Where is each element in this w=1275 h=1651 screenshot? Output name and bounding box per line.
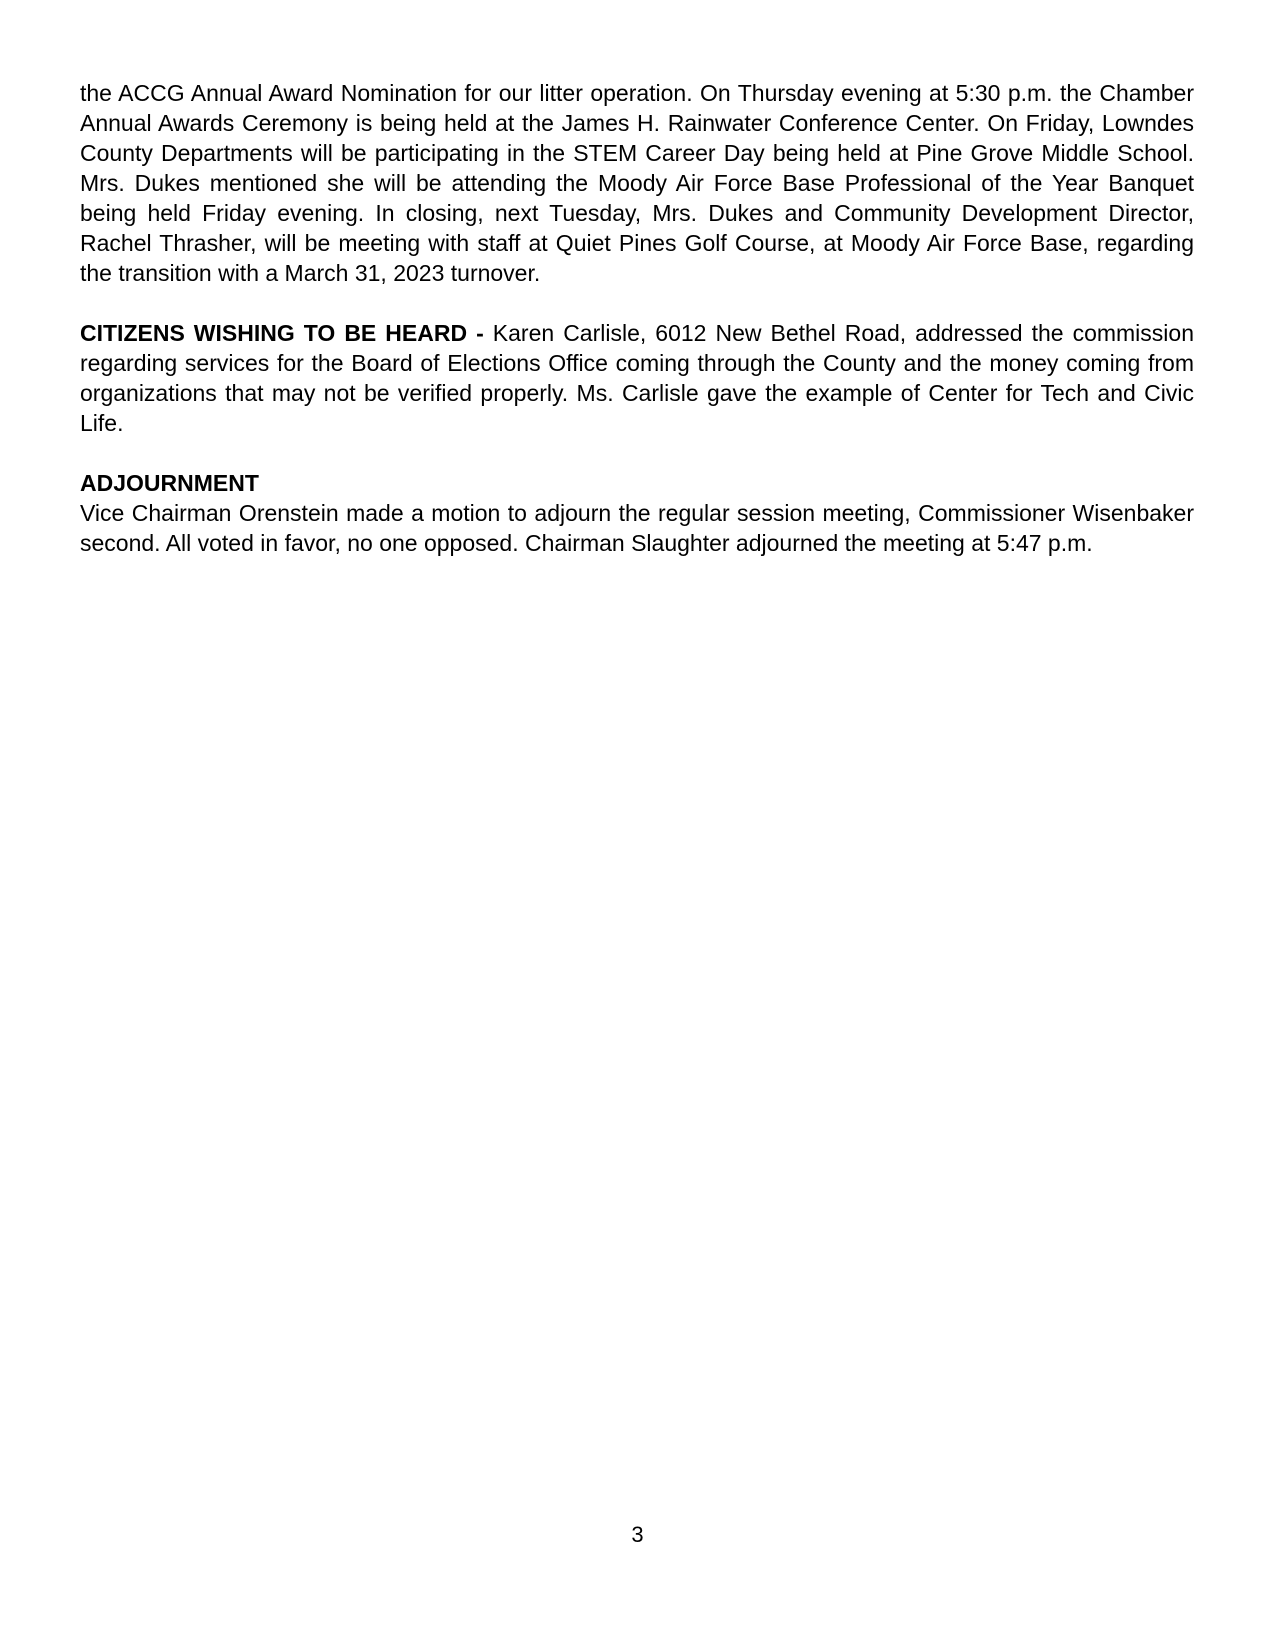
citizens-text: Karen Carlisle, 6012 New Bethel Road, addressed the commission regarding services for the Board of Elections Office coming through the County and the money coming from organizations that may not be verified properly. Ms. Carlisle gave the example of Center for Tech and Civic Life. <box>80 320 1194 436</box>
page-number: 3 <box>631 1522 644 1547</box>
citizens-heading: CITIZENS WISHING TO BE HEARD - <box>80 320 484 346</box>
document-body <box>80 78 1194 558</box>
paragraph-ceremonies: the ACCG Annual Award Nomination for our litter operation. On Thursday evening at 5:30 p.m. the Chamber Annual Awards Ceremony is being held at the James H. Rainwater Conference Center. On Friday, Lowndes County Departments will be participating in the STEM Career Day being held at Pine Grove Middle School. Mrs. Dukes mentioned she will be attending the Moody Air Force Base Professional of the Year Banquet being held Friday evening. In closing, next Tuesday, Mrs. Dukes and Community Development Director, Rachel Thrasher, will be meeting with staff at Quiet Pines Golf Course, at Moody Air Force Base, regarding the transition with a March 31, 2023 turnover. <box>80 80 1194 286</box>
adjournment-section <box>80 468 1194 558</box>
paragraph-citizens-wishing-to-be-heard <box>80 318 1194 438</box>
adjournment-text: Vice Chairman Orenstein made a motion to adjourn the regular session meeting, Commissioner Wisenbaker second. All voted in favor, no one opposed. Chairman Slaughter adjourned the meeting at 5:47 p.m. <box>80 500 1194 556</box>
adjournment-heading: ADJOURNMENT <box>80 470 259 496</box>
